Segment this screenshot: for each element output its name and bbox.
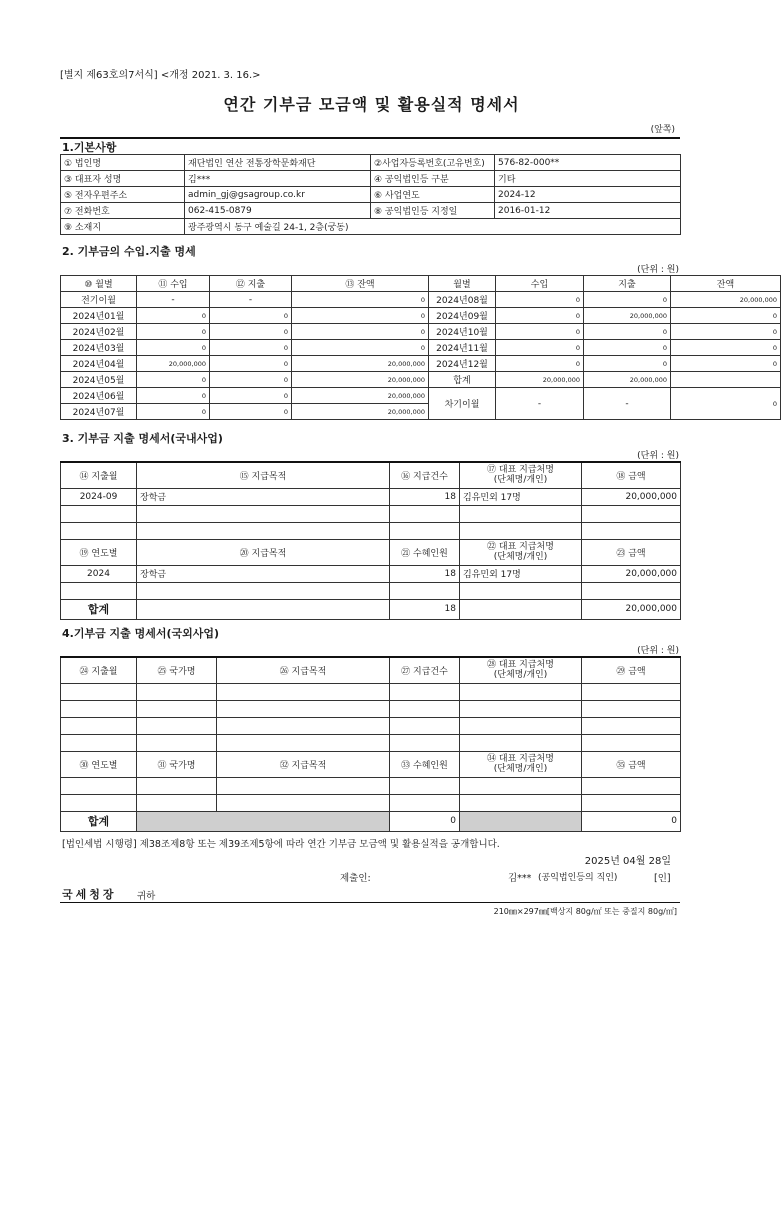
balance-cell: 0 xyxy=(292,340,429,356)
section2-title: 2. 기부금의 수입.지출 명세 xyxy=(62,245,196,258)
balance-cell: 20,000,000 xyxy=(292,404,429,420)
month-cell: 2024년09월 xyxy=(429,308,496,324)
col-header: ⑬ 잔액 xyxy=(292,276,429,292)
seal-mark: [인] xyxy=(654,873,671,884)
col-header: ㉛ 국가명 xyxy=(137,751,217,777)
empty-cell xyxy=(137,700,217,717)
table-header-row xyxy=(61,276,781,292)
table-row xyxy=(61,777,681,794)
col-header: ㉝ 수혜인원 xyxy=(390,751,460,777)
expense-cell: 0 xyxy=(584,356,671,372)
empty-cell xyxy=(61,777,137,794)
income-cell: - xyxy=(137,292,210,308)
carry-balance: 0 xyxy=(671,388,781,420)
col-header: ㉚ 연도별 xyxy=(61,751,137,777)
recipient: 국세청장 xyxy=(62,888,117,901)
table-row xyxy=(61,356,781,372)
empty-cell xyxy=(582,522,681,539)
table-row xyxy=(61,324,781,340)
table-row xyxy=(61,340,781,356)
empty-cell xyxy=(217,777,390,794)
col-header: ⑳ 지급목적 xyxy=(137,539,390,565)
col-header: ㉜ 지급목적 xyxy=(217,751,390,777)
paper-spec: 210㎜×297㎜[백상지 80g/㎡ 또는 중질지 80g/㎡] xyxy=(493,907,677,916)
empty-cell xyxy=(217,683,390,700)
payee-name: 김유민외 17명 xyxy=(460,488,582,505)
total-label: 합계 xyxy=(61,811,137,831)
empty-cell xyxy=(217,700,390,717)
empty-cell xyxy=(582,717,681,734)
empty-cell xyxy=(390,505,460,522)
empty-cell xyxy=(582,505,681,522)
table-row xyxy=(61,372,781,388)
balance-cell: 20,000,000 xyxy=(292,388,429,404)
empty-cell xyxy=(137,683,217,700)
label-email: ⑤ 전자우편주소 xyxy=(61,187,185,203)
section4-title: 4.기부금 지출 명세서(국외사업) xyxy=(62,627,220,640)
month-cell: 2024년03월 xyxy=(61,340,137,356)
empty-cell xyxy=(460,522,582,539)
empty-cell xyxy=(61,700,137,717)
col-header: ㉓ 금액 xyxy=(582,539,681,565)
expense-cell: 0 xyxy=(210,404,292,420)
value-entity-type: 기타 xyxy=(495,171,681,187)
balance-cell: 0 xyxy=(292,292,429,308)
empty-cell xyxy=(61,505,137,522)
empty-cell xyxy=(61,522,137,539)
payment-count: 18 xyxy=(390,488,460,505)
empty-cell xyxy=(582,734,681,751)
empty-cell xyxy=(137,599,390,619)
col-header: ㉒ 대표 지급처명 (단체명/개인) xyxy=(460,539,582,565)
empty-cell xyxy=(460,777,582,794)
empty-cell xyxy=(390,717,460,734)
expense-cell: - xyxy=(210,292,292,308)
basic-info-table xyxy=(60,154,681,235)
expense-amount: 20,000,000 xyxy=(582,565,681,582)
income-cell: 0 xyxy=(496,292,584,308)
col-header: ㉑ 수혜인원 xyxy=(390,539,460,565)
total-row xyxy=(61,599,681,619)
balance-cell: 20,000,000 xyxy=(292,356,429,372)
empty-cell xyxy=(390,522,460,539)
shaded-cell xyxy=(137,811,390,831)
table-header-row xyxy=(61,751,681,777)
balance-cell: 0 xyxy=(292,324,429,340)
col-header: ⑫ 지출 xyxy=(210,276,292,292)
empty-cell xyxy=(582,794,681,811)
col-header: ⑱ 금액 xyxy=(582,462,681,488)
shaded-cell xyxy=(460,811,582,831)
label-biz-number: ②사업자등록번호(고유번호) xyxy=(371,155,495,171)
total-label: 합계 xyxy=(61,599,137,619)
empty-cell xyxy=(460,505,582,522)
overseas-expense-table xyxy=(60,656,681,832)
empty-cell xyxy=(582,582,681,599)
empty-cell xyxy=(137,794,217,811)
empty-cell xyxy=(61,734,137,751)
balance-cell: 0 xyxy=(292,308,429,324)
table-row xyxy=(61,308,781,324)
balance-cell: 0 xyxy=(671,308,781,324)
balance-cell: 20,000,000 xyxy=(671,292,781,308)
empty-cell xyxy=(390,794,460,811)
basic-row xyxy=(61,171,681,187)
expense-cell: 0 xyxy=(584,292,671,308)
col-header: ㉕ 국가명 xyxy=(137,657,217,683)
table-header-row xyxy=(61,462,681,488)
income-cell: 0 xyxy=(137,324,210,340)
basic-row xyxy=(61,203,681,219)
submitter-label: 제출인: xyxy=(340,873,371,884)
expense-cell: 0 xyxy=(584,340,671,356)
year-cell: 2024 xyxy=(61,565,137,582)
empty-cell xyxy=(460,582,582,599)
total-count: 18 xyxy=(390,599,460,619)
col-header: ⑲ 연도별 xyxy=(61,539,137,565)
expense-month: 2024-09 xyxy=(61,488,137,505)
month-cell: 2024년08월 xyxy=(429,292,496,308)
carry-label: 차기이월 xyxy=(429,388,496,420)
recipient-suffix: 귀하 xyxy=(137,891,156,902)
expense-cell: 0 xyxy=(210,372,292,388)
empty-cell xyxy=(137,734,217,751)
section-rule xyxy=(60,137,680,139)
page-side: (앞쪽) xyxy=(650,125,675,135)
empty-cell xyxy=(390,582,460,599)
col-header: 월별 xyxy=(429,276,496,292)
month-cell: 2024년07월 xyxy=(61,404,137,420)
income-cell: 0 xyxy=(496,308,584,324)
domestic-expense-table xyxy=(60,461,681,620)
expense-purpose: 장학금 xyxy=(137,565,390,582)
col-header: ㉙ 금액 xyxy=(582,657,681,683)
income-cell: 0 xyxy=(496,340,584,356)
month-cell: 2024년05월 xyxy=(61,372,137,388)
income-cell: 0 xyxy=(496,356,584,372)
submitter-name: 김*** xyxy=(508,873,532,884)
value-corp-name: 재단법인 연산 전통장학문화재단 xyxy=(185,155,371,171)
table-row xyxy=(61,700,681,717)
col-header: 잔액 xyxy=(671,276,781,292)
col-header: ㉞ 대표 지급처명 (단체명/개인) xyxy=(460,751,582,777)
income-cell: 0 xyxy=(137,404,210,420)
empty-cell xyxy=(582,700,681,717)
empty-cell xyxy=(61,683,137,700)
col-header: ⑮ 지급목적 xyxy=(137,462,390,488)
section4-unit: (단위 : 원) xyxy=(637,646,679,656)
value-phone: 062-415-0879 xyxy=(185,203,371,219)
total-balance xyxy=(671,372,781,388)
value-email: admin_gj@gsagroup.co.kr xyxy=(185,187,371,203)
col-header: ㉟ 금액 xyxy=(582,751,681,777)
total-amount: 0 xyxy=(582,811,681,831)
month-cell: 전기이월 xyxy=(61,292,137,308)
carry-income: - xyxy=(496,388,584,420)
empty-cell xyxy=(137,505,390,522)
month-cell: 2024년01월 xyxy=(61,308,137,324)
income-cell: 0 xyxy=(496,324,584,340)
value-designation-date: 2016-01-12 xyxy=(495,203,681,219)
total-label: 합계 xyxy=(429,372,496,388)
total-income: 20,000,000 xyxy=(496,372,584,388)
label-entity-type: ④ 공익법인등 구분 xyxy=(371,171,495,187)
empty-cell xyxy=(460,734,582,751)
month-cell: 2024년06월 xyxy=(61,388,137,404)
law-note: [법인세법 시행령] 제38조제8항 또는 제39조제5항에 따라 연간 기부금 모금액 및 활용실적을 공개합니다. xyxy=(62,839,500,850)
balance-cell: 0 xyxy=(671,340,781,356)
expense-cell: 0 xyxy=(210,356,292,372)
section3-unit: (단위 : 원) xyxy=(637,451,679,461)
balance-cell: 0 xyxy=(671,324,781,340)
empty-cell xyxy=(137,777,217,794)
col-header: ⑭ 지출월 xyxy=(61,462,137,488)
carry-expense: - xyxy=(584,388,671,420)
col-header: 지출 xyxy=(584,276,671,292)
value-biz-number: 576-82-000** xyxy=(495,155,681,171)
label-phone: ⑦ 전화번호 xyxy=(61,203,185,219)
empty-cell xyxy=(217,734,390,751)
basic-row xyxy=(61,155,681,171)
empty-cell xyxy=(582,683,681,700)
expense-cell: 0 xyxy=(584,324,671,340)
table-row xyxy=(61,683,681,700)
balance-cell: 20,000,000 xyxy=(292,372,429,388)
col-header: ⑯ 지급건수 xyxy=(390,462,460,488)
col-header: ㉖ 지급목적 xyxy=(217,657,390,683)
expense-amount: 20,000,000 xyxy=(582,488,681,505)
value-address: 광주광역시 동구 예술길 24-1, 2층(궁동) xyxy=(185,219,681,235)
col-header: ㉗ 지급건수 xyxy=(390,657,460,683)
value-representative: 김*** xyxy=(185,171,371,187)
income-cell: 0 xyxy=(137,372,210,388)
expense-cell: 0 xyxy=(210,388,292,404)
expense-purpose: 장학금 xyxy=(137,488,390,505)
footer-rule xyxy=(60,902,680,903)
col-header: 수입 xyxy=(496,276,584,292)
month-cell: 2024년02월 xyxy=(61,324,137,340)
month-cell: 2024년12월 xyxy=(429,356,496,372)
empty-cell xyxy=(137,582,390,599)
table-row xyxy=(61,717,681,734)
col-header: ⑰ 대표 지급처명 (단체명/개인) xyxy=(460,462,582,488)
total-row xyxy=(61,811,681,831)
beneficiary-count: 18 xyxy=(390,565,460,582)
month-cell: 2024년04월 xyxy=(61,356,137,372)
table-row xyxy=(61,292,781,308)
table-row xyxy=(61,582,681,599)
total-expense: 20,000,000 xyxy=(584,372,671,388)
form-id: [별지 제63호의7서식] <개정 2021. 3. 16.> xyxy=(60,70,261,81)
empty-cell xyxy=(137,522,390,539)
basic-row xyxy=(61,219,681,235)
label-representative: ③ 대표자 성명 xyxy=(61,171,185,187)
month-cell: 2024년10월 xyxy=(429,324,496,340)
expense-cell: 0 xyxy=(210,340,292,356)
basic-row xyxy=(61,187,681,203)
empty-cell xyxy=(460,683,582,700)
empty-cell xyxy=(390,734,460,751)
section1-title: 1.기본사항 xyxy=(62,141,117,154)
empty-cell xyxy=(137,717,217,734)
month-cell: 2024년11월 xyxy=(429,340,496,356)
empty-cell xyxy=(460,599,582,619)
table-row xyxy=(61,734,681,751)
income-cell: 0 xyxy=(137,388,210,404)
label-address: ⑨ 소재지 xyxy=(61,219,185,235)
empty-cell xyxy=(460,700,582,717)
submission-date: 2025년 04월 28일 xyxy=(584,856,671,867)
expense-cell: 0 xyxy=(210,324,292,340)
expense-cell: 0 xyxy=(210,308,292,324)
empty-cell xyxy=(217,794,390,811)
table-row xyxy=(61,488,681,505)
submitter-role: (공익법인등의 직인) xyxy=(538,873,618,883)
empty-cell xyxy=(390,683,460,700)
expense-cell: 20,000,000 xyxy=(584,308,671,324)
table-row xyxy=(61,522,681,539)
table-row xyxy=(61,565,681,582)
income-cell: 20,000,000 xyxy=(137,356,210,372)
table-row xyxy=(61,505,681,522)
empty-cell xyxy=(460,794,582,811)
income-expense-table xyxy=(60,275,781,420)
section3-title: 3. 기부금 지출 명세서(국내사업) xyxy=(62,432,223,445)
balance-cell: 0 xyxy=(671,356,781,372)
table-header-row xyxy=(61,657,681,683)
table-row xyxy=(61,794,681,811)
document-title: 연간 기부금 모금액 및 활용실적 명세서 xyxy=(223,95,520,114)
table-header-row xyxy=(61,539,681,565)
empty-cell xyxy=(61,717,137,734)
label-designation-date: ⑧ 공익법인등 지정일 xyxy=(371,203,495,219)
col-header: ㉘ 대표 지급처명 (단체명/개인) xyxy=(460,657,582,683)
value-fiscal-year: 2024-12 xyxy=(495,187,681,203)
label-corp-name: ① 법인명 xyxy=(61,155,185,171)
label-fiscal-year: ⑥ 사업연도 xyxy=(371,187,495,203)
income-cell: 0 xyxy=(137,340,210,356)
total-amount: 20,000,000 xyxy=(582,599,681,619)
col-header: ⑪ 수입 xyxy=(137,276,210,292)
empty-cell xyxy=(582,777,681,794)
empty-cell xyxy=(217,717,390,734)
section2-unit: (단위 : 원) xyxy=(637,265,679,275)
empty-cell xyxy=(390,777,460,794)
total-count: 0 xyxy=(390,811,460,831)
empty-cell xyxy=(460,717,582,734)
empty-cell xyxy=(390,700,460,717)
table-row xyxy=(61,388,781,404)
col-header: ⑩ 월별 xyxy=(61,276,137,292)
empty-cell xyxy=(61,582,137,599)
payee-name: 김유민외 17명 xyxy=(460,565,582,582)
income-cell: 0 xyxy=(137,308,210,324)
col-header: ㉔ 지출월 xyxy=(61,657,137,683)
empty-cell xyxy=(61,794,137,811)
